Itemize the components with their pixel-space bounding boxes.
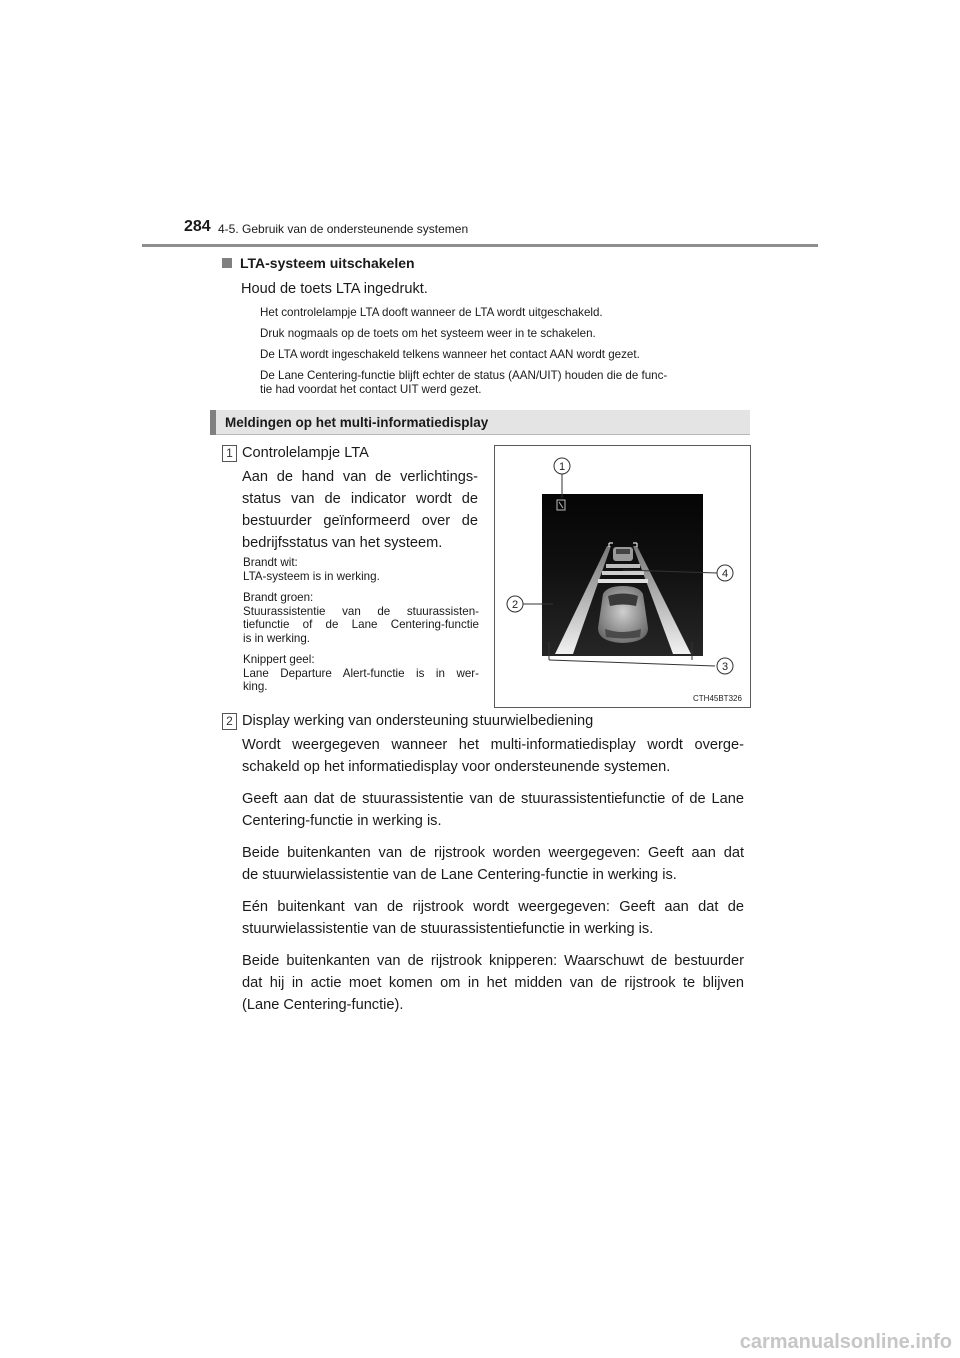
svg-text:3: 3 [721,661,729,673]
state-text: tiefunctie of de Lane Centering-functie [243,618,479,631]
paragraph-line: Wordt weergegeven wanneer het multi-informatiedisplay wordt overge- [242,737,744,753]
state-label: Knippert geel: [243,653,315,666]
svg-text:4: 4 [721,568,729,580]
section-heading-text: LTA-systeem uitschakelen [240,255,415,271]
item1-states [243,556,479,694]
paragraph [242,950,744,1016]
state-text: king. [243,680,268,693]
figure-callout-2 [507,596,523,612]
square-bullet-icon [222,258,232,268]
paragraph [242,842,744,886]
section-bar-messages [210,410,750,435]
own-vehicle-icon [598,586,648,643]
section-bar-accent [210,410,216,435]
lta-off-note: Druk nogmaals op de toets om het systeem weer in te schakelen. [260,327,596,340]
chapter-title: 4-5. Gebruik van de ondersteunende systemen [218,222,469,236]
figure-callout-1 [554,458,570,474]
svg-text:1: 1 [558,461,566,473]
item2-callout [222,712,237,730]
paragraph [242,788,744,832]
paragraph-line: schakeld op het informatiedisplay voor ondersteunende systemen. [242,759,671,775]
state-text: is in werking. [243,631,311,645]
section-bar-title: Meldingen op het multi-informatiedisplay [225,415,489,430]
item1-title: Controlelampje LTA [242,445,369,461]
lta-off-note: De LTA wordt ingeschakeld telkens wanneer het contact AAN wordt gezet. [260,348,640,361]
paragraph-line: (Lane Centering-functie). [242,997,404,1013]
paragraph [242,734,744,778]
figure-illustration [495,446,750,707]
item1-description [242,466,478,554]
state-text: Stuurassistentie van de stuurassisten- [243,604,479,618]
paragraph [242,896,744,940]
paragraph-line: Beide buitenkanten van de rijstrook worden weergegeven: Geeft aan dat [242,845,744,861]
desc-line: Aan de hand van de verlichtings- [242,469,478,485]
paragraph-line: Eén buitenkant van de rijstrook wordt weergegeven: Geeft aan dat de [242,899,744,915]
item2-title: Display werking van ondersteuning stuurwielbediening [242,713,594,729]
figure-callout-3 [717,658,733,674]
desc-line: bestuurder geïnformeerd over de [242,513,478,529]
figure-code: CTH45BT326 [693,694,742,703]
lta-off-instruction: Houd de toets LTA ingedrukt. [241,281,428,297]
guidance-bar [606,564,640,568]
header-rule [142,244,818,247]
guidance-bar [602,571,644,575]
desc-line: status van de indicator wordt de [242,491,478,507]
paragraph-line: Geeft aan dat de stuurassistentie van de stuurassistentiefunctie of de Lane [242,791,744,807]
lane-assist-display-figure [494,445,751,708]
lta-off-note: De Lane Centering-functie blijft echter de status (AAN/UIT) houden die de func- [260,369,668,382]
lta-off-note: tie had voordat het contact UIT werd gezet. [260,383,482,396]
state-label: Brandt groen: [243,591,314,604]
watermark: carmanualsonline.info [739,1331,952,1353]
section-heading-lta-off [222,255,415,271]
item1-callout [222,444,237,462]
paragraph-line: Centering-functie in werking is. [242,813,442,829]
item2-paragraphs [242,734,744,1016]
state-label: Brandt wit: [243,556,298,569]
paragraph-line: dat hij in actie moet komen om in het midden van de rijstrook te blijven [242,975,744,991]
paragraph-line: stuurwielassistentie van de stuurassistentiefunctie in werking is. [242,921,654,937]
desc-line: bedrijfsstatus van het systeem. [242,535,443,551]
guidance-bar [598,579,648,583]
state-text: Lane Departure Alert-functie is in wer- [243,666,479,680]
lta-off-note: Het controlelampje LTA dooft wanneer de LTA wordt uitgeschakeld. [260,306,603,319]
figure-callout-4 [717,565,733,581]
paragraph-line: Beide buitenkanten van de rijstrook knipperen: Waarschuwt de bestuurder [242,953,744,969]
callout-badge: 1 [222,445,237,462]
callout-badge: 2 [222,713,237,730]
svg-text:2: 2 [511,599,519,611]
page-number: 284 [184,218,211,235]
state-text: LTA-systeem is in werking. [243,569,380,583]
paragraph-line: de stuurwielassistentie van de Lane Centering-functie in werking is. [242,867,677,883]
